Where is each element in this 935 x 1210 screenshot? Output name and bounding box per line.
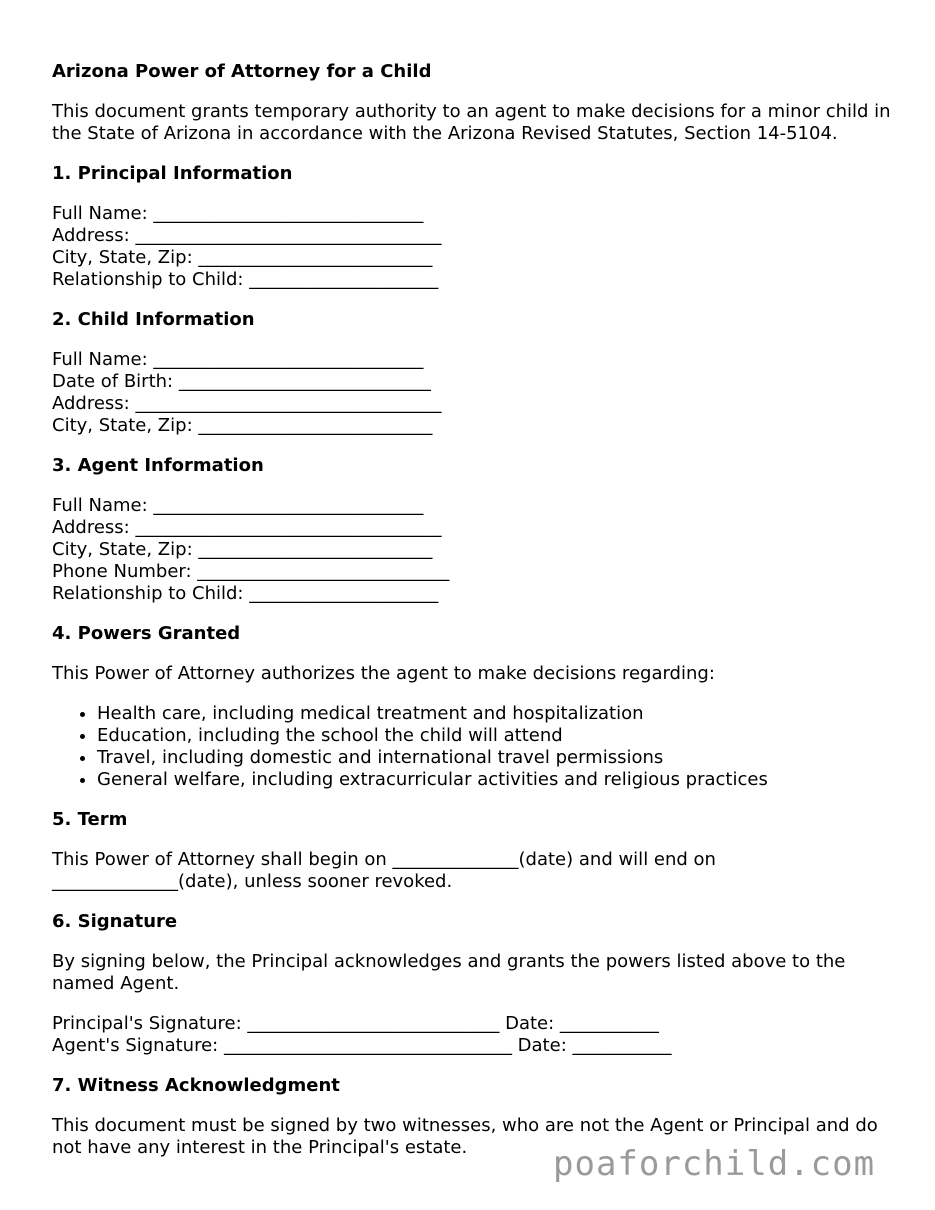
child-fields [52, 349, 902, 437]
child-full-name-field: Full Name: ______________________________ [52, 349, 424, 370]
agent-relationship-field: Relationship to Child: _____________________ [52, 583, 439, 604]
child-address-field: Address: __________________________________ [52, 393, 442, 414]
agent-city-field: City, State, Zip: __________________________ [52, 539, 433, 560]
principal-address-field: Address: __________________________________ [52, 225, 442, 246]
principal-city-field: City, State, Zip: __________________________ [52, 247, 433, 268]
term-heading: 5. Term [52, 809, 128, 830]
document-body [52, 61, 902, 1177]
powers-list [52, 703, 902, 791]
signature-lines [52, 1013, 902, 1057]
witness-heading: 7. Witness Acknowledgment [52, 1075, 340, 1096]
list-item: • Travel, including domestic and international travel permissions [97, 747, 902, 769]
agent-signature-line: Agent's Signature: ________________________________ Date: ___________ [52, 1035, 672, 1056]
witness-paragraph: This document must be signed by two witnesses, who are not the Agent or Principal and do not have any interest in the Principal's estate. [52, 1115, 878, 1158]
principal-signature-line: Principal's Signature: ____________________________ Date: ___________ [52, 1013, 659, 1034]
agent-address-field: Address: __________________________________ [52, 517, 442, 538]
agent-full-name-field: Full Name: ______________________________ [52, 495, 424, 516]
list-item: • Health care, including medical treatment and hospitalization [97, 703, 902, 725]
watermark-text: poaforchild.com [553, 1144, 876, 1184]
agent-phone-field: Phone Number: ____________________________ [52, 561, 450, 582]
intro-paragraph: This document grants temporary authority to an agent to make decisions for a minor child in the State of Arizona in accordance with the Arizona Revised Statutes, Section 14-5104. [52, 101, 891, 144]
child-dob-field: Date of Birth: ____________________________ [52, 371, 431, 392]
powers-heading: 4. Powers Granted [52, 623, 241, 644]
agent-fields [52, 495, 902, 605]
list-item: • Education, including the school the child will attend [97, 725, 902, 747]
principal-full-name-field: Full Name: ______________________________ [52, 203, 424, 224]
term-paragraph: This Power of Attorney shall begin on ______________(date) and will end on ______________(date), unless sooner revoked. [52, 849, 716, 892]
principal-heading: 1. Principal Information [52, 163, 293, 184]
document-title: Arizona Power of Attorney for a Child [52, 61, 432, 82]
agent-heading: 3. Agent Information [52, 455, 264, 476]
powers-intro: This Power of Attorney authorizes the agent to make decisions regarding: [52, 663, 715, 684]
child-city-field: City, State, Zip: __________________________ [52, 415, 433, 436]
signature-paragraph: By signing below, the Principal acknowledges and grants the powers listed above to the named Agent. [52, 951, 846, 994]
signature-heading: 6. Signature [52, 911, 178, 932]
principal-fields [52, 203, 902, 291]
principal-relationship-field: Relationship to Child: _____________________ [52, 269, 439, 290]
list-item: • General welfare, including extracurricular activities and religious practices [97, 769, 902, 791]
child-heading: 2. Child Information [52, 309, 255, 330]
